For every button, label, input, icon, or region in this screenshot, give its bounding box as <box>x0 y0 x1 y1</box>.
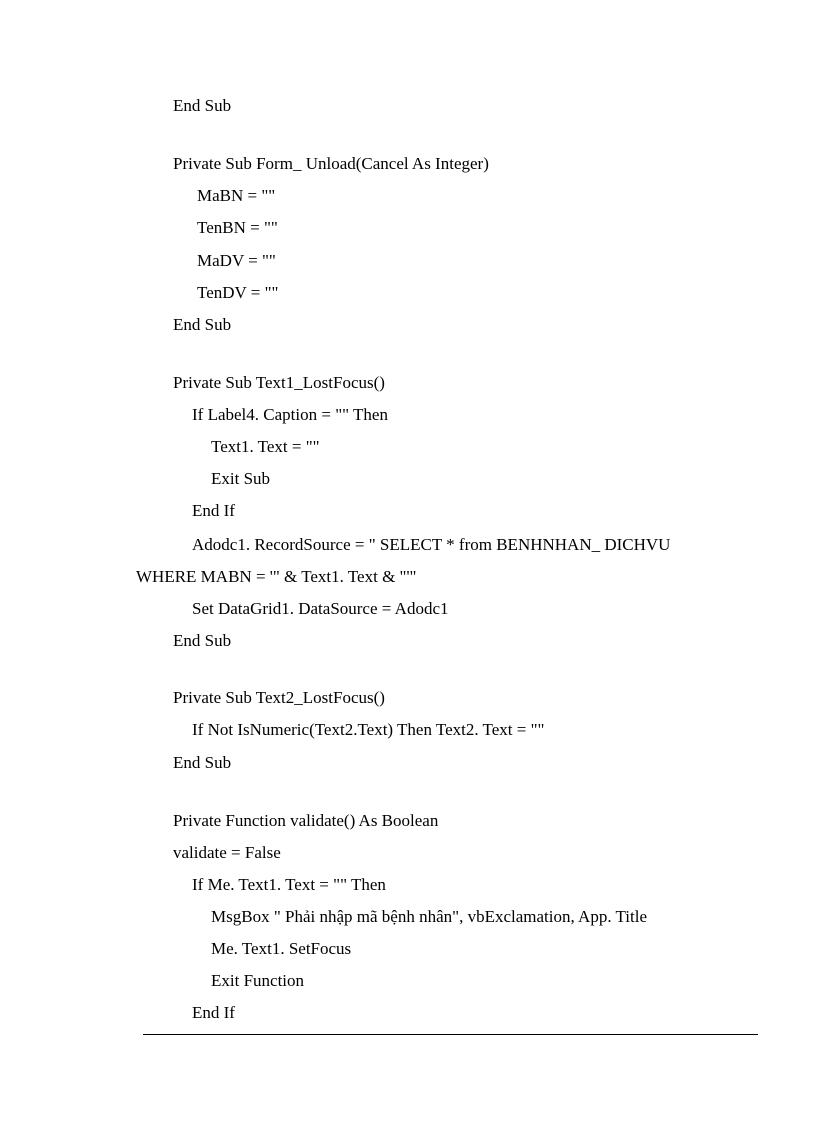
code-line: If Label4. Caption = "" Then <box>192 405 388 424</box>
code-line: If Me. Text1. Text = "" Then <box>192 875 386 894</box>
code-line: Adodc1. RecordSource = " SELECT * from BENHNHAN_ DICHVU <box>192 535 671 554</box>
code-line: End If <box>192 1003 235 1022</box>
code-line: Me. Text1. SetFocus <box>211 939 352 958</box>
code-line: MsgBox " Phải nhập mã bệnh nhân", vbExclamation, App. Title <box>211 907 648 926</box>
code-line: WHERE MABN = '" & Text1. Text & "'" <box>136 567 417 586</box>
code-line: Private Sub Text2_LostFocus() <box>173 688 385 707</box>
code-line: End Sub <box>173 315 232 334</box>
code-line: Text1. Text = "" <box>211 437 320 456</box>
footer-rule <box>143 1034 758 1035</box>
code-line: End If <box>192 501 235 520</box>
code-line: Set DataGrid1. DataSource = Adodc1 <box>192 599 449 618</box>
code-line: Private Sub Text1_LostFocus() <box>173 373 385 392</box>
code-line: MaDV = "" <box>197 251 276 270</box>
code-line: Private Sub Form_ Unload(Cancel As Integer) <box>173 154 489 173</box>
code-line: Private Function validate() As Boolean <box>173 811 439 830</box>
code-line: Exit Sub <box>211 469 271 488</box>
code-line: End Sub <box>173 631 232 650</box>
code-line: validate = False <box>173 843 281 862</box>
code-line: TenBN = "" <box>197 218 278 237</box>
code-line: If Not IsNumeric(Text2.Text) Then Text2. Text = "" <box>192 720 545 739</box>
code-line: End Sub <box>173 753 232 772</box>
code-line: MaBN = "" <box>197 186 276 205</box>
code-line: TenDV = "" <box>197 283 279 302</box>
code-line: Exit Function <box>211 971 305 990</box>
code-line: End Sub <box>173 96 232 115</box>
